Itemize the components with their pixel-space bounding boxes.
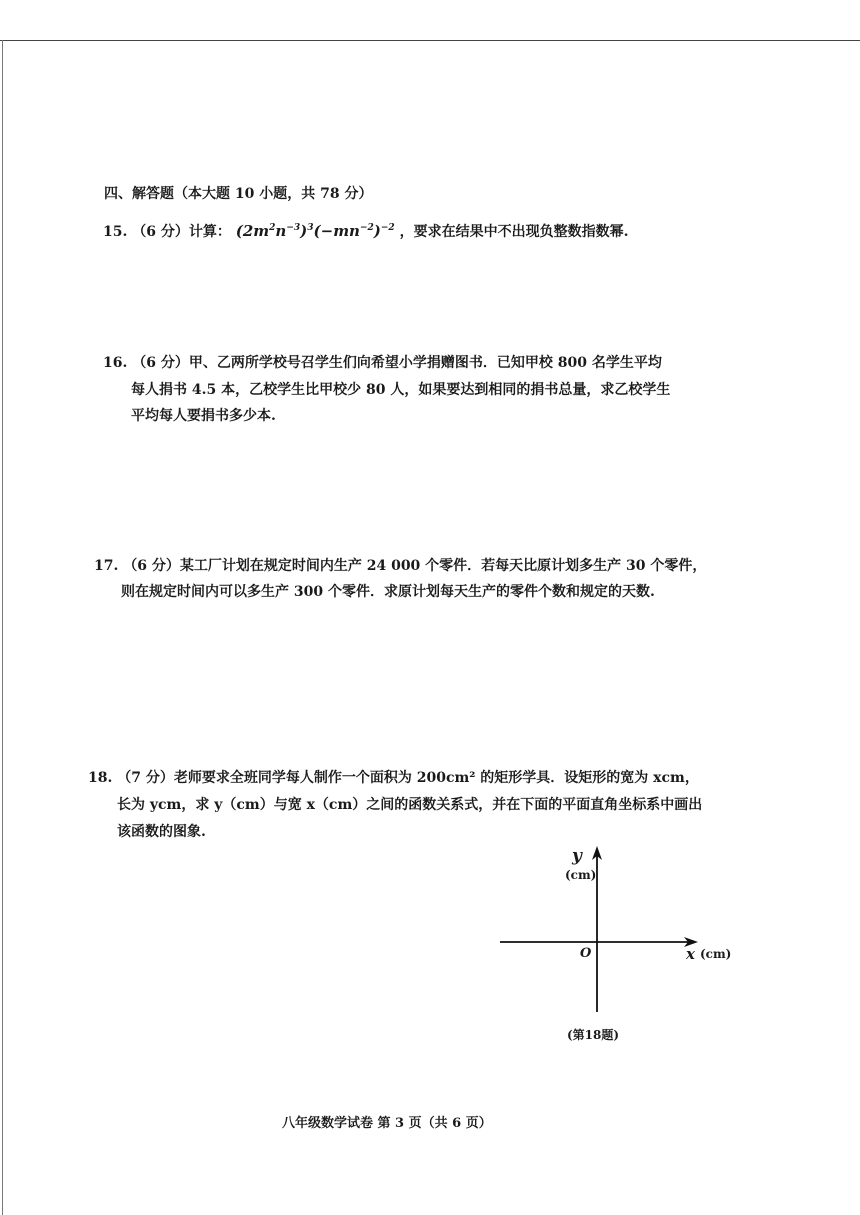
y-axis-label: y [572, 846, 582, 866]
x-axis-unit: (cm) [700, 947, 732, 961]
question-15-suffix: ，要求在结果中不出现负整数指数幂. [399, 224, 629, 240]
question-15-expression: $(2m^2n^{-3})^3(-mn^{-2})^{-2}$ [235, 222, 395, 240]
question-18-line-2: 长为 ycm，求 y（cm）与宽 x（cm）之间的函数关系式，并在下面的平面直角坐标系中画出 [117, 797, 703, 813]
question-18-line-3: 该函数的图象. [117, 824, 206, 840]
page-footer: 八年级数学试卷 第 3 页（共 6 页） [282, 1116, 492, 1131]
question-18-text-1: （7 分）老师要求全班同学每人制作一个面积为 200cm² 的矩形学具．设矩形的宽为 xcm， [117, 770, 699, 786]
question-15-score: （6 分）计算： [132, 224, 231, 240]
question-16-line-3: 平均每人要捐书多少本. [131, 408, 276, 424]
coordinate-axes-figure [490, 840, 750, 1020]
question-17-number: 17. [94, 558, 119, 574]
question-18-number: 18. [88, 770, 113, 786]
figure-caption: (第18题) [567, 1028, 620, 1042]
page-left-border [2, 40, 3, 1215]
question-15-number: 15. [103, 224, 128, 240]
question-17-line-1 [94, 556, 706, 576]
question-16-line-1 [103, 353, 662, 373]
y-axis-unit: (cm) [565, 868, 597, 882]
section-heading: 四、解答题（本大题 10 小题，共 78 分） [104, 186, 373, 202]
question-17-line-2: 则在规定时间内可以多生产 300 个零件．求原计划每天生产的零件个数和规定的天数. [121, 584, 655, 600]
question-18-line-1 [88, 768, 699, 788]
question-17-text-1: （6 分）某工厂计划在规定时间内生产 24 000 个零件．若每天比原计划多生产 30 个零件， [123, 558, 707, 574]
question-16-number: 16. [103, 355, 128, 371]
origin-label: O [580, 946, 592, 961]
question-16-line-2: 每人捐书 4.5 本，乙校学生比甲校少 80 人，如果要达到相同的捐书总量，求乙校学生 [131, 382, 671, 398]
question-16-text-1: （6 分）甲、乙两所学校号召学生们向希望小学捐赠图书．已知甲校 800 名学生平均 [132, 355, 662, 371]
question-15 [103, 221, 628, 242]
page-top-border [0, 40, 860, 41]
x-axis-label: x [686, 945, 695, 963]
